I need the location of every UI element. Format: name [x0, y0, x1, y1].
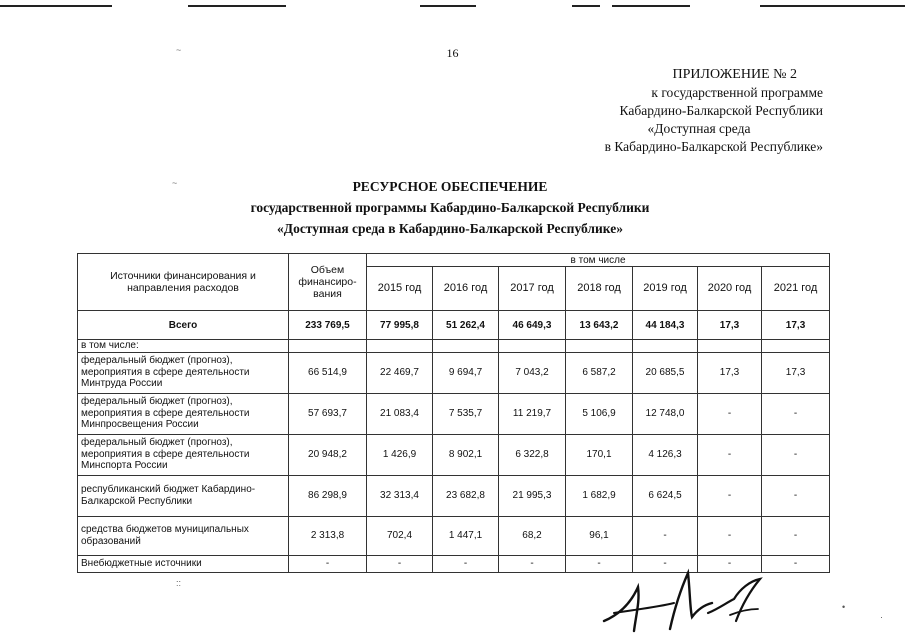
cell-value: 9 694,7 — [433, 352, 499, 393]
scan-dot: :: — [176, 578, 182, 588]
row-total-value: - — [289, 555, 367, 572]
scan-dot: ~ — [172, 178, 178, 188]
heading-line-1: РЕСУРСНОЕ ОБЕСПЕЧЕНИЕ — [352, 179, 548, 194]
cell-value: 1 426,9 — [367, 434, 433, 475]
cell-value: 17,3 — [698, 311, 762, 340]
cell-value: 23 682,8 — [433, 475, 499, 516]
table-row — [78, 393, 830, 434]
cell-value: - — [633, 555, 698, 572]
cell-value: 6 587,2 — [566, 352, 633, 393]
cell-value: 20 685,5 — [633, 352, 698, 393]
header-including: в том числе — [367, 254, 830, 267]
table-row-total — [78, 311, 830, 340]
cell-value: - — [698, 516, 762, 555]
cell-value: - — [762, 393, 830, 434]
row-total-value: 2 313,8 — [289, 516, 367, 555]
cell-value: 44 184,3 — [633, 311, 698, 340]
cell-empty — [566, 340, 633, 353]
row-label: Всего — [78, 311, 289, 340]
cell-value: - — [762, 516, 830, 555]
cell-value: 7 535,7 — [433, 393, 499, 434]
heading-line-3: «Доступная среда в Кабардино-Балкарской Республике» — [277, 221, 623, 236]
document-heading — [150, 176, 750, 239]
scan-dot: • — [842, 602, 846, 612]
cell-value: 51 262,4 — [433, 311, 499, 340]
cell-empty — [433, 340, 499, 353]
row-label: федеральный бюджет (прогноз), мероприятия в сфере деятельности Минтруда России — [78, 352, 289, 393]
scan-dot: ~ — [176, 45, 182, 55]
cell-value: 96,1 — [566, 516, 633, 555]
cell-value: 46 649,3 — [499, 311, 566, 340]
row-label: средства бюджетов муниципальных образований — [78, 516, 289, 555]
table-row-including — [78, 340, 830, 353]
cell-value: 17,3 — [762, 352, 830, 393]
header-year: 2021 год — [762, 267, 830, 311]
cell-value: - — [566, 555, 633, 572]
table-row — [78, 434, 830, 475]
cell-value: 702,4 — [367, 516, 433, 555]
header-year: 2020 год — [698, 267, 762, 311]
cell-value: 21 083,4 — [367, 393, 433, 434]
header-year: 2018 год — [566, 267, 633, 311]
cell-value: 12 748,0 — [633, 393, 698, 434]
appendix-block — [523, 66, 823, 156]
cell-value: 77 995,8 — [367, 311, 433, 340]
cell-empty — [698, 340, 762, 353]
cell-value: - — [433, 555, 499, 572]
resource-table — [77, 253, 830, 573]
table-row — [78, 475, 830, 516]
header-total: Объем финансиро-вания — [289, 254, 367, 311]
cell-value: 170,1 — [566, 434, 633, 475]
cell-value: - — [698, 434, 762, 475]
cell-value: - — [698, 555, 762, 572]
cell-value: 5 106,9 — [566, 393, 633, 434]
cell-value: 68,2 — [499, 516, 566, 555]
row-total-value: 57 693,7 — [289, 393, 367, 434]
row-total-value: 20 948,2 — [289, 434, 367, 475]
scan-line — [188, 5, 286, 7]
cell-value: - — [762, 434, 830, 475]
cell-value: - — [762, 475, 830, 516]
cell-empty — [499, 340, 566, 353]
cell-value: - — [633, 516, 698, 555]
appendix-title: ПРИЛОЖЕНИЕ № 2 — [672, 67, 797, 82]
row-total-value: 86 298,9 — [289, 475, 367, 516]
row-label: федеральный бюджет (прогноз), мероприятия в сфере деятельности Минспорта России — [78, 434, 289, 475]
cell-empty — [367, 340, 433, 353]
appendix-line: к государственной программе — [651, 85, 823, 100]
cell-value: 8 902,1 — [433, 434, 499, 475]
header-source: Источники финансирования и направления расходов — [78, 254, 289, 311]
cell-value: 13 643,2 — [566, 311, 633, 340]
scan-line — [760, 5, 905, 7]
scan-line — [612, 5, 690, 7]
cell-value: 1 447,1 — [433, 516, 499, 555]
row-label: Внебюджетные источники — [78, 555, 289, 572]
cell-value: - — [698, 475, 762, 516]
scan-line — [572, 5, 600, 7]
table-row — [78, 516, 830, 555]
cell-value: 11 219,7 — [499, 393, 566, 434]
appendix-line: в Кабардино-Балкарской Республике» — [604, 139, 823, 154]
row-total-value: 66 514,9 — [289, 352, 367, 393]
row-label: в том числе: — [78, 340, 289, 353]
header-year: 2015 год — [367, 267, 433, 311]
heading-line-2: государственной программы Кабардино-Балкарской Республики — [250, 200, 650, 215]
cell-empty — [289, 340, 367, 353]
header-year: 2017 год — [499, 267, 566, 311]
page-number: 16 — [446, 46, 459, 60]
row-label: федеральный бюджет (прогноз), мероприятия в сфере деятельности Минпросвещения России — [78, 393, 289, 434]
table-row — [78, 352, 830, 393]
signature-image — [600, 565, 780, 635]
cell-value: 6 624,5 — [633, 475, 698, 516]
cell-value: 21 995,3 — [499, 475, 566, 516]
cell-value: - — [367, 555, 433, 572]
cell-value: 1 682,9 — [566, 475, 633, 516]
cell-value: - — [698, 393, 762, 434]
header-year: 2019 год — [633, 267, 698, 311]
appendix-line: Кабардино-Балкарской Республики — [619, 103, 823, 118]
cell-value: 22 469,7 — [367, 352, 433, 393]
cell-value: 32 313,4 — [367, 475, 433, 516]
cell-value: 17,3 — [762, 311, 830, 340]
cell-empty — [762, 340, 830, 353]
appendix-line: «Доступная среда — [647, 121, 751, 136]
row-total-value: 233 769,5 — [289, 311, 367, 340]
cell-value: 4 126,3 — [633, 434, 698, 475]
header-year: 2016 год — [433, 267, 499, 311]
cell-value: 17,3 — [698, 352, 762, 393]
cell-value: 6 322,8 — [499, 434, 566, 475]
scan-line — [420, 5, 476, 7]
scan-dot: · — [880, 612, 883, 622]
cell-value: - — [762, 555, 830, 572]
row-label: республиканский бюджет Кабардино-Балкарской Республики — [78, 475, 289, 516]
cell-value: - — [499, 555, 566, 572]
cell-value: 7 043,2 — [499, 352, 566, 393]
scan-line — [0, 5, 112, 7]
cell-empty — [633, 340, 698, 353]
